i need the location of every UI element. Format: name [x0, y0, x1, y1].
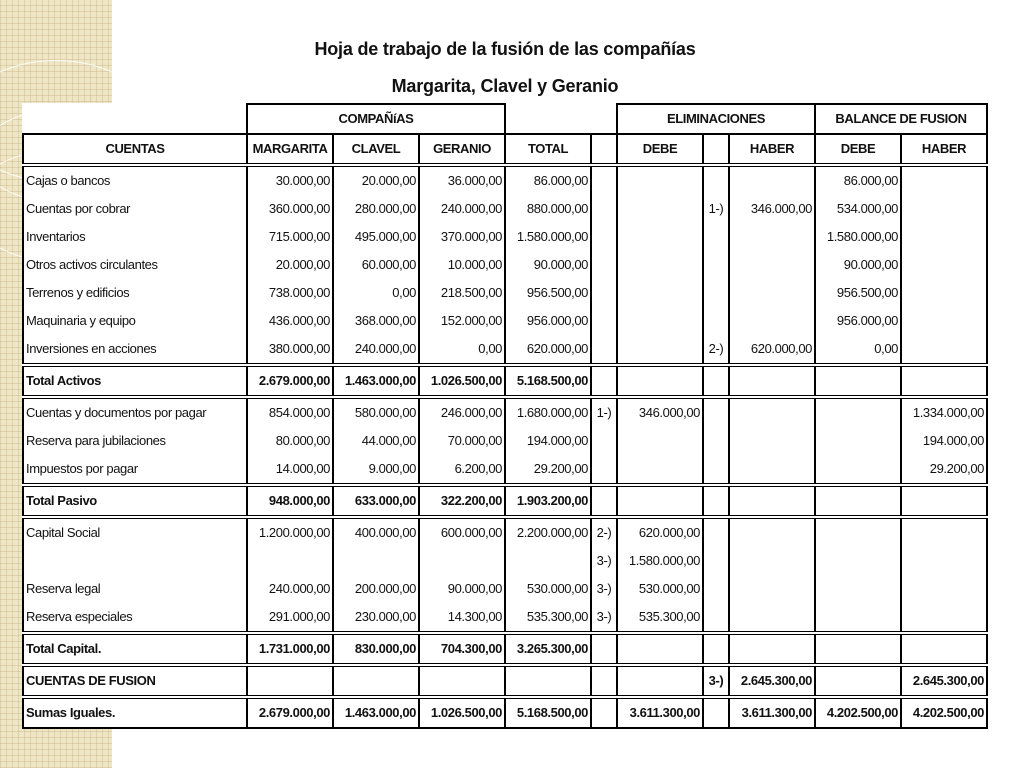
cell-cuenta: Reserva para jubilaciones	[23, 427, 247, 455]
header-geranio: GERANIO	[419, 134, 505, 165]
cell-elim-debe-ref	[591, 307, 617, 335]
cell-elim-debe-ref	[591, 455, 617, 485]
cell-cuenta: Reserva legal	[23, 575, 247, 603]
cell-elim-debe-ref: 3-)	[591, 603, 617, 633]
cell-bal-haber: 29.200,00	[901, 455, 987, 485]
cell-elim-debe	[617, 485, 703, 517]
cell-bal-haber	[901, 365, 987, 397]
cell-elim-haber	[729, 365, 815, 397]
cell-geranio: 90.000,00	[419, 575, 505, 603]
cell-clavel: 20.000,00	[333, 165, 419, 195]
cell-geranio: 240.000,00	[419, 195, 505, 223]
cell-clavel: 0,00	[333, 279, 419, 307]
cell-bal-debe	[815, 427, 901, 455]
activo-row	[23, 165, 987, 195]
cell-elim-debe-ref	[591, 223, 617, 251]
cell-cuenta: Capital Social	[23, 517, 247, 547]
cell-geranio: 70.000,00	[419, 427, 505, 455]
cell-elim-debe	[617, 307, 703, 335]
cell-margarita: 948.000,00	[247, 485, 333, 517]
cell-cuenta: Cuentas y documentos por pagar	[23, 397, 247, 427]
cell-elim-debe	[617, 665, 703, 697]
cell-bal-debe	[815, 665, 901, 697]
cell-bal-haber	[901, 575, 987, 603]
cell-elim-debe	[617, 365, 703, 397]
cell-bal-haber	[901, 223, 987, 251]
cell-elim-debe-ref	[591, 335, 617, 365]
cell-clavel: 400.000,00	[333, 517, 419, 547]
cell-elim-debe-ref	[591, 165, 617, 195]
cell-cuenta	[23, 547, 247, 575]
cell-elim-haber: 346.000,00	[729, 195, 815, 223]
header-haber: HABER	[729, 134, 815, 165]
cell-bal-haber	[901, 335, 987, 365]
cell-clavel: 9.000,00	[333, 455, 419, 485]
cell-bal-debe: 0,00	[815, 335, 901, 365]
cell-bal-debe: 1.580.000,00	[815, 223, 901, 251]
cell-margarita: 30.000,00	[247, 165, 333, 195]
cell-margarita: 854.000,00	[247, 397, 333, 427]
pasivo-row	[23, 455, 987, 485]
cell-geranio: 152.000,00	[419, 307, 505, 335]
cell-margarita: 360.000,00	[247, 195, 333, 223]
cell-total: 535.300,00	[505, 603, 591, 633]
cell-cuenta: Total Capital.	[23, 633, 247, 665]
header-margarita: MARGARITA	[247, 134, 333, 165]
header-ref-haber	[703, 134, 729, 165]
cell-elim-haber-ref	[703, 165, 729, 195]
cell-total: 86.000,00	[505, 165, 591, 195]
cell-cuenta: Terrenos y edificios	[23, 279, 247, 307]
cell-bal-debe	[815, 603, 901, 633]
cell-cuenta: Inversiones en acciones	[23, 335, 247, 365]
cell-elim-debe	[617, 633, 703, 665]
cell-geranio: 1.026.500,00	[419, 365, 505, 397]
capital-row	[23, 603, 987, 633]
cell-elim-debe-ref	[591, 427, 617, 455]
cell-elim-debe-ref	[591, 697, 617, 728]
cell-clavel	[333, 665, 419, 697]
cell-elim-haber-ref	[703, 697, 729, 728]
capital-row	[23, 517, 987, 547]
cell-bal-debe: 4.202.500,00	[815, 697, 901, 728]
cell-clavel: 240.000,00	[333, 335, 419, 365]
cell-elim-haber-ref	[703, 279, 729, 307]
cell-elim-debe	[617, 165, 703, 195]
cell-margarita: 436.000,00	[247, 307, 333, 335]
cell-cuenta: Maquinaria y equipo	[23, 307, 247, 335]
cell-clavel: 495.000,00	[333, 223, 419, 251]
cell-elim-haber	[729, 575, 815, 603]
cell-geranio: 14.300,00	[419, 603, 505, 633]
cell-clavel: 368.000,00	[333, 307, 419, 335]
cell-total: 3.265.300,00	[505, 633, 591, 665]
cell-elim-haber-ref	[703, 633, 729, 665]
cell-geranio: 218.500,00	[419, 279, 505, 307]
cell-bal-haber: 2.645.300,00	[901, 665, 987, 697]
cell-clavel: 230.000,00	[333, 603, 419, 633]
cell-elim-haber	[729, 165, 815, 195]
cell-elim-haber-ref	[703, 517, 729, 547]
cell-bal-haber	[901, 165, 987, 195]
cell-elim-haber: 2.645.300,00	[729, 665, 815, 697]
cell-elim-debe-ref: 3-)	[591, 575, 617, 603]
worksheet-table	[22, 103, 988, 729]
cell-total	[505, 547, 591, 575]
cell-elim-debe	[617, 455, 703, 485]
cell-bal-haber	[901, 603, 987, 633]
cell-bal-debe: 86.000,00	[815, 165, 901, 195]
cuentas-fusion-row	[23, 665, 987, 697]
cell-elim-haber: 3.611.300,00	[729, 697, 815, 728]
cell-cuenta: CUENTAS DE FUSION	[23, 665, 247, 697]
header-cuentas: CUENTAS	[23, 134, 247, 165]
cell-elim-haber	[729, 455, 815, 485]
cell-margarita: 291.000,00	[247, 603, 333, 633]
total-capital-row	[23, 633, 987, 665]
header-row-columns	[23, 134, 987, 165]
cell-elim-debe	[617, 251, 703, 279]
cell-elim-debe-ref	[591, 633, 617, 665]
cell-margarita: 715.000,00	[247, 223, 333, 251]
cell-elim-haber	[729, 517, 815, 547]
cell-margarita: 20.000,00	[247, 251, 333, 279]
cell-elim-debe: 535.300,00	[617, 603, 703, 633]
page-title: Hoja de trabajo de la fusión de las compañías	[314, 39, 696, 59]
cell-margarita: 738.000,00	[247, 279, 333, 307]
cell-geranio: 246.000,00	[419, 397, 505, 427]
cell-bal-debe	[815, 575, 901, 603]
cell-total: 956.000,00	[505, 307, 591, 335]
cell-geranio: 370.000,00	[419, 223, 505, 251]
cell-elim-debe: 620.000,00	[617, 517, 703, 547]
total-activos-row	[23, 365, 987, 397]
capital-row	[23, 547, 987, 575]
cell-cuenta: Cajas o bancos	[23, 165, 247, 195]
activo-row	[23, 223, 987, 251]
sumas-iguales-row	[23, 697, 987, 728]
cell-elim-haber-ref	[703, 455, 729, 485]
cell-clavel: 60.000,00	[333, 251, 419, 279]
cell-bal-debe: 956.500,00	[815, 279, 901, 307]
cell-margarita: 1.200.000,00	[247, 517, 333, 547]
cell-elim-haber	[729, 223, 815, 251]
cell-bal-debe	[815, 633, 901, 665]
cell-elim-debe-ref	[591, 195, 617, 223]
cell-cuenta: Total Activos	[23, 365, 247, 397]
cell-elim-haber	[729, 547, 815, 575]
cell-cuenta: Sumas Iguales.	[23, 697, 247, 728]
header-companias: COMPAÑíAS	[247, 104, 505, 134]
header-balance-debe: DEBE	[815, 134, 901, 165]
cell-geranio: 704.300,00	[419, 633, 505, 665]
cell-bal-haber	[901, 547, 987, 575]
cell-bal-debe	[815, 547, 901, 575]
cell-elim-debe: 346.000,00	[617, 397, 703, 427]
cell-elim-debe: 1.580.000,00	[617, 547, 703, 575]
header-ref-debe	[591, 134, 617, 165]
cell-elim-haber-ref	[703, 223, 729, 251]
cell-geranio: 36.000,00	[419, 165, 505, 195]
cell-elim-haber-ref	[703, 365, 729, 397]
cell-elim-debe	[617, 335, 703, 365]
cell-elim-debe	[617, 195, 703, 223]
cell-total: 2.200.000,00	[505, 517, 591, 547]
cell-geranio	[419, 547, 505, 575]
cell-elim-haber	[729, 397, 815, 427]
cell-elim-haber	[729, 603, 815, 633]
cell-elim-haber: 620.000,00	[729, 335, 815, 365]
cell-elim-debe	[617, 427, 703, 455]
pasivo-row	[23, 397, 987, 427]
cell-bal-haber	[901, 279, 987, 307]
cell-total: 194.000,00	[505, 427, 591, 455]
header-total: TOTAL	[505, 134, 591, 165]
cell-elim-haber	[729, 485, 815, 517]
cell-elim-haber-ref: 3-)	[703, 665, 729, 697]
cell-cuenta: Otros activos circulantes	[23, 251, 247, 279]
page-subtitle: Margarita, Clavel y Geranio	[391, 76, 619, 96]
cell-geranio: 6.200,00	[419, 455, 505, 485]
cell-bal-haber: 4.202.500,00	[901, 697, 987, 728]
pasivo-row	[23, 427, 987, 455]
cell-elim-haber	[729, 279, 815, 307]
cell-bal-haber	[901, 195, 987, 223]
header-balance-haber: HABER	[901, 134, 987, 165]
cell-elim-debe-ref	[591, 365, 617, 397]
cell-clavel: 830.000,00	[333, 633, 419, 665]
cell-elim-haber-ref	[703, 603, 729, 633]
cell-margarita: 240.000,00	[247, 575, 333, 603]
header-balance: BALANCE DE FUSION	[815, 104, 987, 134]
cell-margarita	[247, 547, 333, 575]
cell-elim-haber-ref	[703, 485, 729, 517]
cell-margarita: 2.679.000,00	[247, 697, 333, 728]
cell-margarita: 380.000,00	[247, 335, 333, 365]
cell-elim-haber-ref	[703, 307, 729, 335]
cell-elim-debe	[617, 223, 703, 251]
cell-elim-haber	[729, 427, 815, 455]
cell-bal-haber: 194.000,00	[901, 427, 987, 455]
activo-row	[23, 279, 987, 307]
cell-elim-debe-ref	[591, 485, 617, 517]
cell-elim-debe-ref: 2-)	[591, 517, 617, 547]
cell-margarita: 1.731.000,00	[247, 633, 333, 665]
cell-cuenta: Impuestos por pagar	[23, 455, 247, 485]
cell-elim-haber-ref: 1-)	[703, 195, 729, 223]
cell-bal-haber	[901, 517, 987, 547]
cell-clavel	[333, 547, 419, 575]
cell-cuenta: Reserva especiales	[23, 603, 247, 633]
cell-total: 5.168.500,00	[505, 365, 591, 397]
cell-elim-debe	[617, 279, 703, 307]
cell-bal-debe: 534.000,00	[815, 195, 901, 223]
cell-margarita: 2.679.000,00	[247, 365, 333, 397]
cell-total: 90.000,00	[505, 251, 591, 279]
cell-cuenta: Total Pasivo	[23, 485, 247, 517]
header-debe: DEBE	[617, 134, 703, 165]
cell-clavel: 44.000,00	[333, 427, 419, 455]
cell-geranio: 1.026.500,00	[419, 697, 505, 728]
cell-bal-haber	[901, 633, 987, 665]
cell-elim-debe-ref: 1-)	[591, 397, 617, 427]
cell-total: 5.168.500,00	[505, 697, 591, 728]
cell-elim-haber-ref	[703, 575, 729, 603]
activo-row	[23, 251, 987, 279]
cell-geranio: 600.000,00	[419, 517, 505, 547]
cell-geranio	[419, 665, 505, 697]
cell-total: 1.680.000,00	[505, 397, 591, 427]
cell-elim-debe-ref	[591, 665, 617, 697]
cell-total: 880.000,00	[505, 195, 591, 223]
cell-clavel: 1.463.000,00	[333, 697, 419, 728]
cell-elim-haber-ref	[703, 547, 729, 575]
cell-bal-debe	[815, 455, 901, 485]
activo-row	[23, 335, 987, 365]
total-pasivo-row	[23, 485, 987, 517]
cell-total: 530.000,00	[505, 575, 591, 603]
cell-geranio: 322.200,00	[419, 485, 505, 517]
cell-elim-debe: 3.611.300,00	[617, 697, 703, 728]
cell-clavel: 633.000,00	[333, 485, 419, 517]
cell-total: 956.500,00	[505, 279, 591, 307]
cell-total	[505, 665, 591, 697]
cell-bal-haber	[901, 251, 987, 279]
cell-total: 620.000,00	[505, 335, 591, 365]
cell-elim-haber	[729, 633, 815, 665]
cell-elim-debe-ref	[591, 251, 617, 279]
cell-cuenta: Inventarios	[23, 223, 247, 251]
cell-total: 29.200,00	[505, 455, 591, 485]
cell-total: 1.903.200,00	[505, 485, 591, 517]
cell-clavel: 280.000,00	[333, 195, 419, 223]
activo-row	[23, 307, 987, 335]
cell-bal-debe	[815, 485, 901, 517]
cell-clavel: 200.000,00	[333, 575, 419, 603]
blank-cell	[591, 104, 617, 134]
cell-bal-debe	[815, 517, 901, 547]
blank-cell	[505, 104, 591, 134]
cell-cuenta: Cuentas por cobrar	[23, 195, 247, 223]
cell-bal-haber	[901, 307, 987, 335]
cell-clavel: 580.000,00	[333, 397, 419, 427]
activo-row	[23, 195, 987, 223]
cell-elim-haber-ref	[703, 397, 729, 427]
blank-cell	[23, 104, 247, 134]
cell-margarita: 14.000,00	[247, 455, 333, 485]
header-row-groups	[23, 104, 987, 134]
cell-elim-haber-ref	[703, 427, 729, 455]
cell-bal-debe: 956.000,00	[815, 307, 901, 335]
cell-clavel: 1.463.000,00	[333, 365, 419, 397]
cell-elim-haber-ref	[703, 251, 729, 279]
cell-bal-haber: 1.334.000,00	[901, 397, 987, 427]
header-clavel: CLAVEL	[333, 134, 419, 165]
cell-elim-haber	[729, 307, 815, 335]
cell-total: 1.580.000,00	[505, 223, 591, 251]
cell-bal-debe	[815, 397, 901, 427]
cell-elim-haber-ref: 2-)	[703, 335, 729, 365]
cell-elim-debe-ref	[591, 279, 617, 307]
cell-elim-debe: 530.000,00	[617, 575, 703, 603]
capital-row	[23, 575, 987, 603]
cell-geranio: 0,00	[419, 335, 505, 365]
cell-elim-haber	[729, 251, 815, 279]
cell-bal-debe: 90.000,00	[815, 251, 901, 279]
cell-bal-debe	[815, 365, 901, 397]
cell-margarita	[247, 665, 333, 697]
cell-elim-debe-ref: 3-)	[591, 547, 617, 575]
cell-geranio: 10.000,00	[419, 251, 505, 279]
cell-margarita: 80.000,00	[247, 427, 333, 455]
header-eliminaciones: ELIMINACIONES	[617, 104, 815, 134]
cell-bal-haber	[901, 485, 987, 517]
